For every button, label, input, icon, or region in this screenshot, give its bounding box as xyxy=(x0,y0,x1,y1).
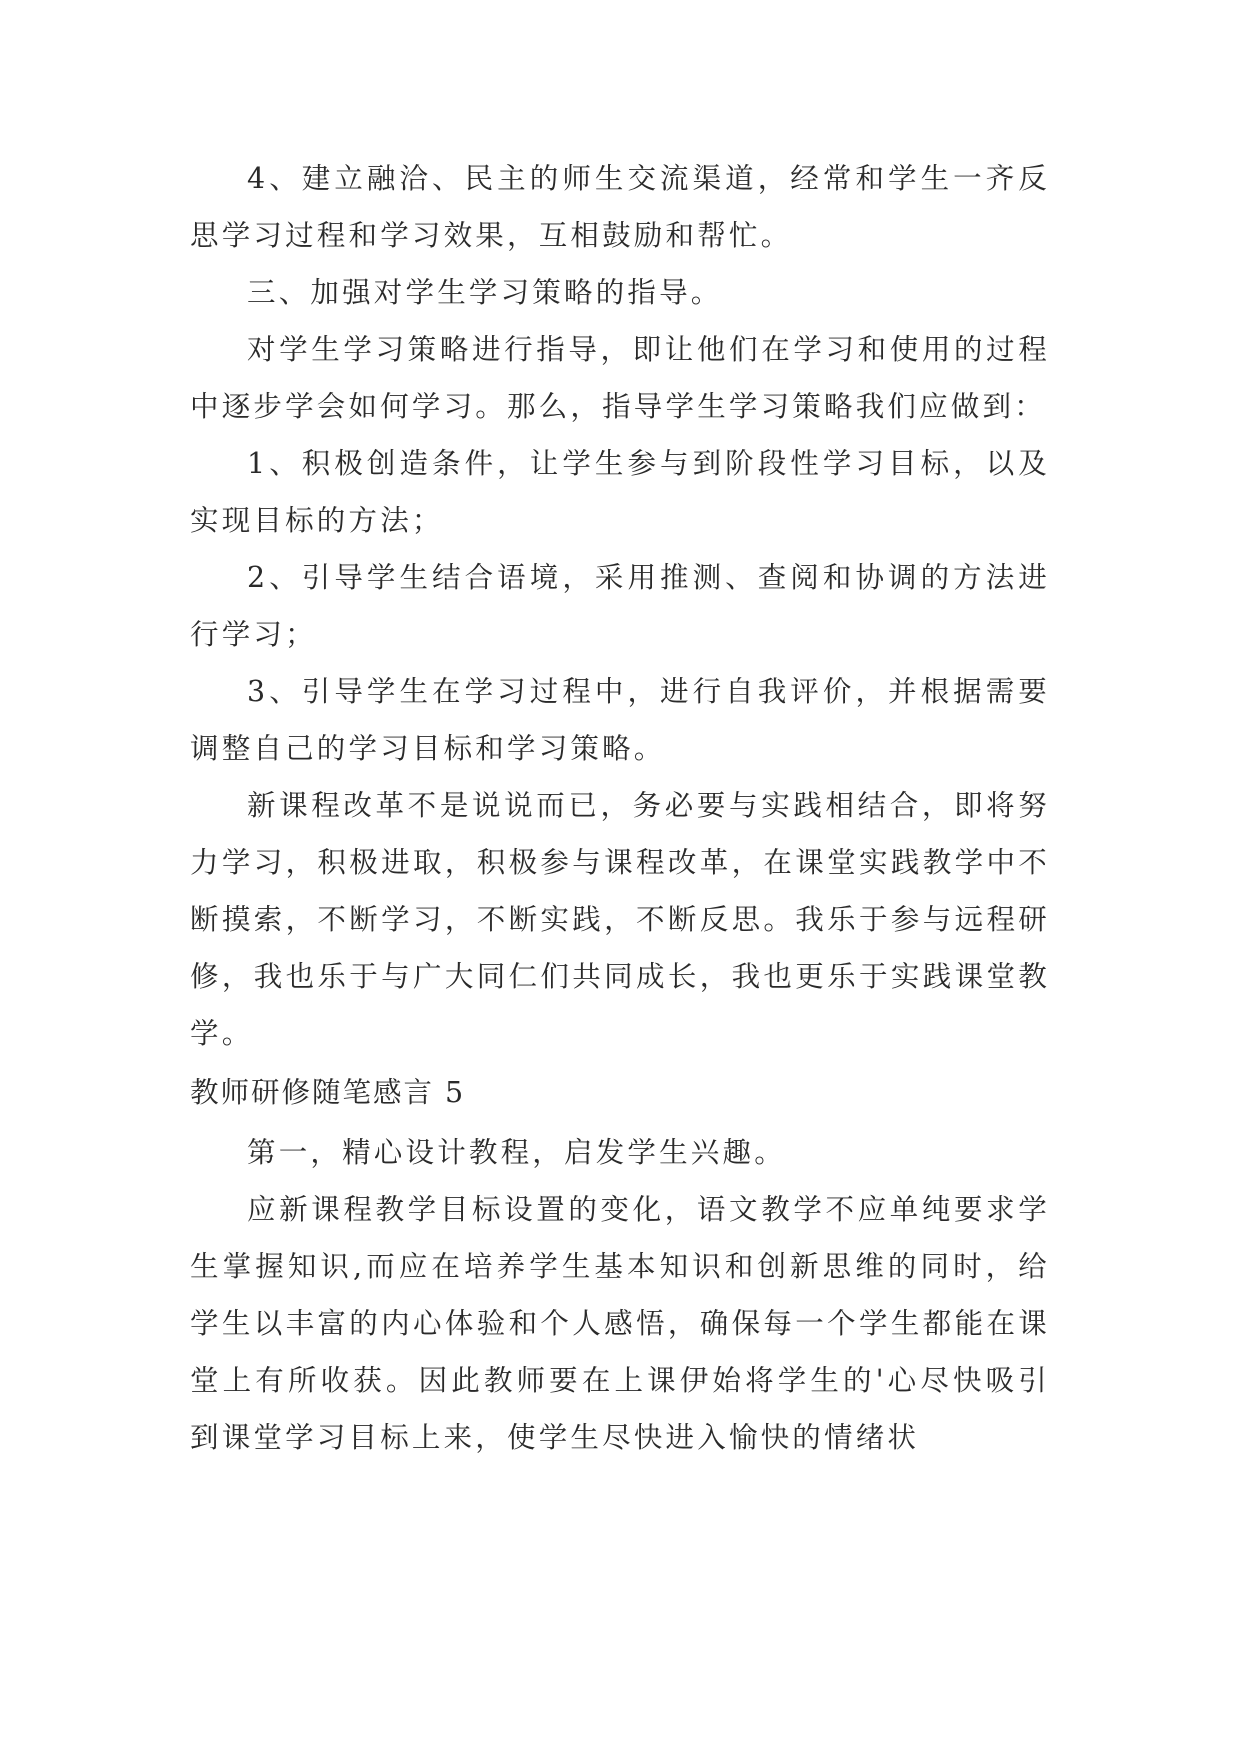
document-body xyxy=(190,150,1050,1466)
paragraph-first-point: 第一，精心设计教程，启发学生兴趣。 xyxy=(247,1136,786,1169)
section-heading-3: 三、加强对学生学习策略的指导。 xyxy=(247,276,723,309)
paragraph-strategy-intro: 对学生学习策略进行指导，即让他们在学习和使用的过程中逐步学会如何学习。那么，指导学生学习策略我们应做到： xyxy=(190,333,1050,423)
paragraph-item-2: 2、引导学生结合语境，采用推测、查阅和协调的方法进行学习； xyxy=(190,561,1050,651)
article-title: 教师研修随笔感言 5 xyxy=(190,1076,466,1109)
paragraph-body: 应新课程教学目标设置的变化，语文教学不应单纯要求学生掌握知识,而应在培养学生基本知识和创新思维的同时，给学生以丰富的内心体验和个人感悟，确保每一个学生都能在课堂上有所收获。因此教师要在上课伊始将学生的'心尽快吸引到课堂学习目标上来，使学生尽快进入愉快的情绪状 xyxy=(190,1193,1050,1454)
paragraph-item-3: 3、引导学生在学习过程中，进行自我评价，并根据需要调整自己的学习目标和学习策略。 xyxy=(190,675,1050,765)
paragraph-conclusion: 新课程改革不是说说而已，务必要与实践相结合，即将努力学习，积极进取，积极参与课程改革，在课堂实践教学中不断摸索，不断学习，不断实践，不断反思。我乐于参与远程研修，我也乐于与广大同仁们共同成长，我也更乐于实践课堂教学。 xyxy=(190,789,1050,1050)
paragraph-item-1: 1、积极创造条件，让学生参与到阶段性学习目标，以及实现目标的方法； xyxy=(190,447,1050,537)
paragraph-item-4: 4、建立融洽、民主的师生交流渠道，经常和学生一齐反思学习过程和学习效果，互相鼓励和帮忙。 xyxy=(190,162,1050,252)
